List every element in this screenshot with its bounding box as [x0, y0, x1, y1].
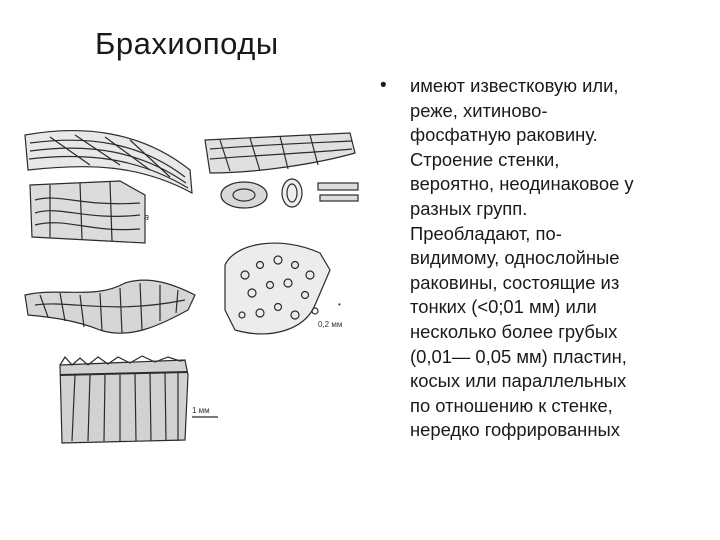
- bullet-line: имеют известковую или,: [410, 75, 619, 96]
- bullet-text: [410, 74, 710, 443]
- bullet-list: [380, 74, 710, 443]
- bullet-line: раковины, состоящие из: [410, 271, 620, 293]
- porous-shell-section: [225, 243, 342, 334]
- bullet-line: (0,01— 0,05 мм) пластин,: [410, 345, 627, 367]
- bullet-line: по отношению к стенке,: [410, 394, 613, 416]
- bullet-line: Строение стенки,: [410, 148, 560, 170]
- bullet-line: фосфатную раковину.: [410, 124, 598, 146]
- scale-label-b: 1 мм: [192, 406, 210, 415]
- crescent-shell-section: [25, 280, 195, 333]
- fibrous-band-section: [205, 133, 355, 173]
- scale-label-a: 0,2 мм: [318, 320, 343, 329]
- slide-title: Брахиоподы: [95, 26, 279, 61]
- svg-text:a: a: [144, 212, 150, 222]
- bullet-line: видимому, однослойные: [410, 247, 620, 269]
- bullet-line: разных групп.: [410, 197, 528, 219]
- bullet-line: тонких (<0;01 мм) или: [410, 296, 597, 318]
- small-fragments: [221, 179, 358, 208]
- bullet-marker: •: [380, 75, 387, 96]
- bullet-line: реже, хитиново-: [410, 99, 548, 121]
- svg-text:•: •: [338, 300, 341, 309]
- bullet-line: вероятно, неодинаковое у: [410, 173, 634, 195]
- bullet-line: Преобладают, по-: [410, 222, 562, 244]
- layered-block-section: [30, 181, 149, 243]
- bullet-line: нередко гофрированных: [410, 419, 620, 441]
- shell-structure-figure: [20, 125, 368, 450]
- columnar-shell-section: [60, 356, 218, 443]
- bullet-line: несколько более грубых: [410, 320, 618, 342]
- bullet-line: косых или параллельных: [410, 370, 627, 392]
